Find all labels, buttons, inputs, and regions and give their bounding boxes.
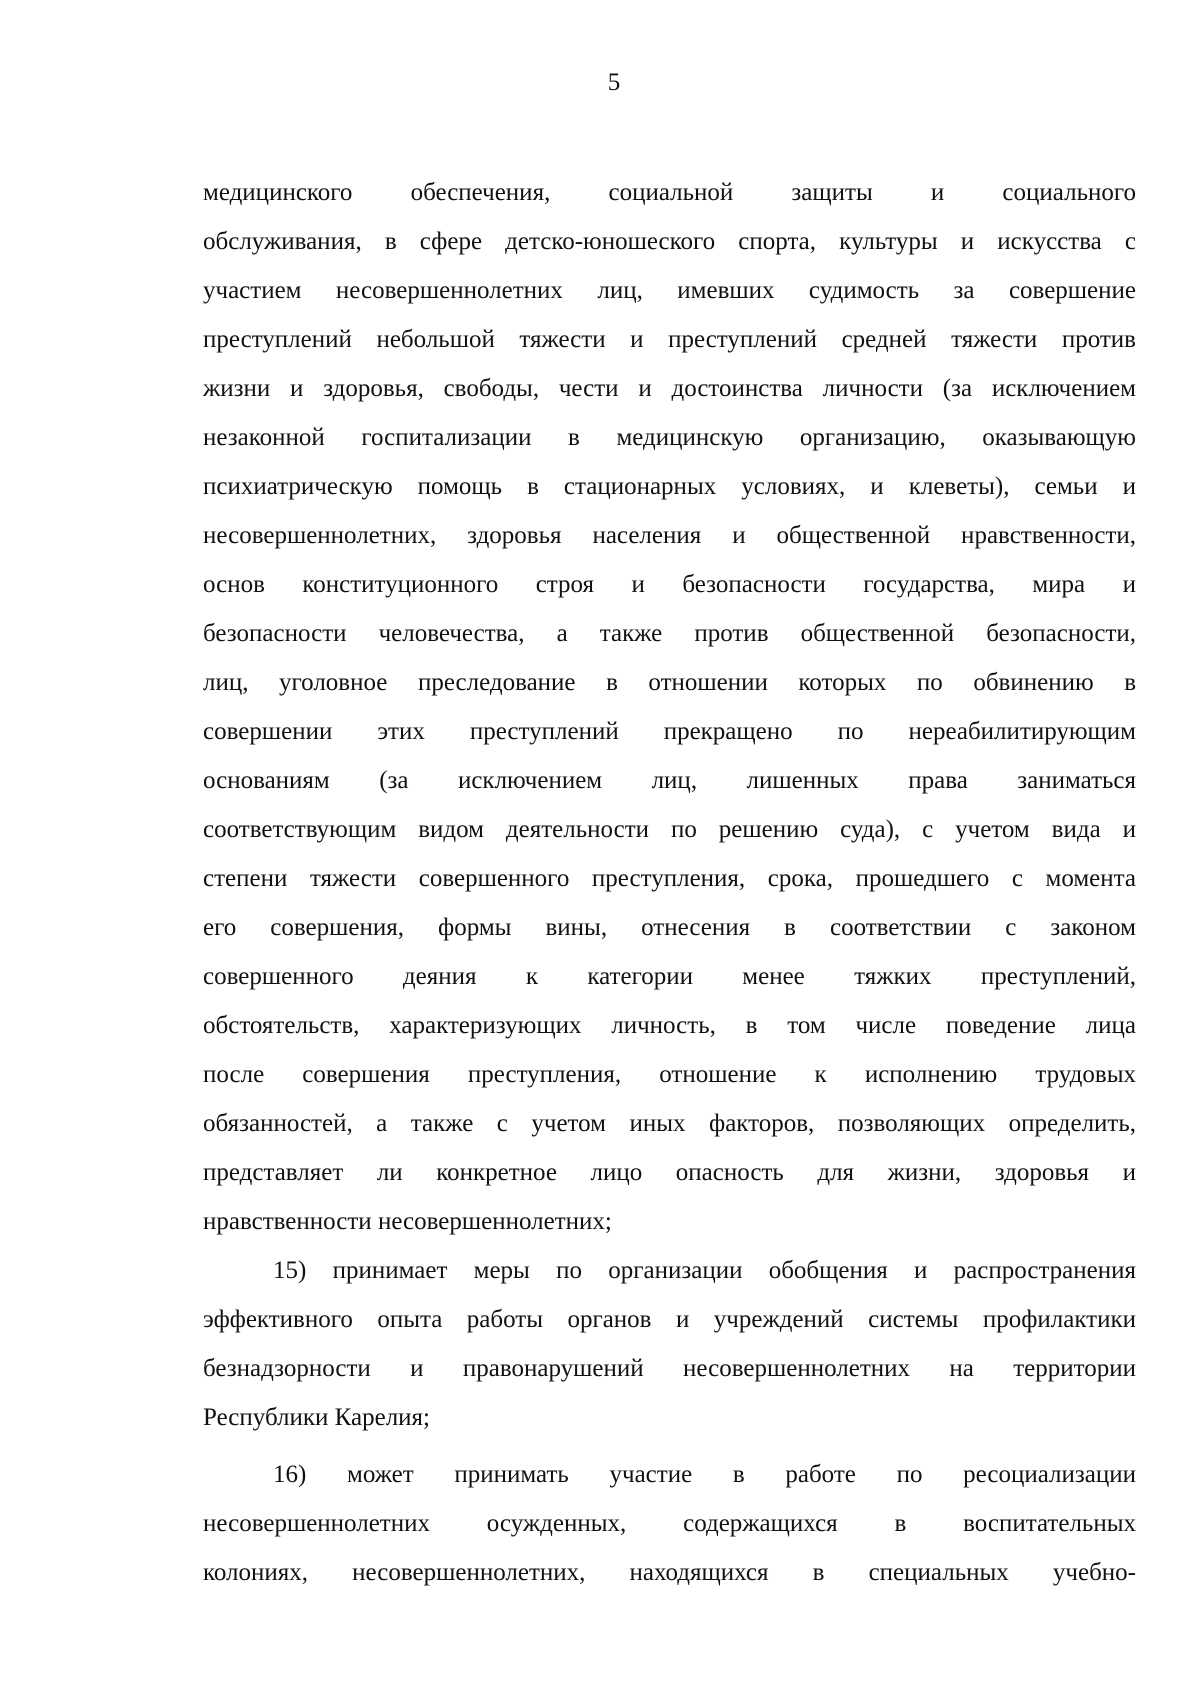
text-line: после совершения преступления, отношение к исполнению трудовых	[203, 1061, 1136, 1088]
text-line: участием несовершеннолетних лиц, имевших судимость за совершение	[203, 277, 1136, 304]
text-line: эффективного опыта работы органов и учреждений системы профилактики	[203, 1306, 1136, 1333]
text-line: совершении этих преступлений прекращено по нереабилитирующим	[203, 718, 1136, 745]
paragraph-continuation	[203, 168, 1136, 1246]
text-line: совершенного деяния к категории менее тяжких преступлений,	[203, 963, 1136, 990]
page-number: 5	[607, 69, 621, 96]
text-line: преступлений небольшой тяжести и преступлений средней тяжести против	[203, 326, 1136, 353]
text-line: основаниям (за исключением лиц, лишенных права заниматься	[203, 767, 1136, 794]
paragraph-gap	[203, 1442, 1136, 1450]
text-line: психиатрическую помощь в стационарных условиях, и клеветы), семьи и	[203, 473, 1136, 500]
text-line: обслуживания, в сфере детско-юношеского спорта, культуры и искусства с	[203, 228, 1136, 255]
text-line: соответствующим видом деятельности по решению суда), с учетом вида и	[203, 816, 1136, 843]
paragraph-item-15	[203, 1246, 1136, 1442]
text-line: основ конституционного строя и безопасности государства, мира и	[203, 571, 1136, 598]
text-line: лиц, уголовное преследование в отношении которых по обвинению в	[203, 669, 1136, 696]
text-line: его совершения, формы вины, отнесения в соответствии с законом	[203, 914, 1136, 941]
document-body	[203, 168, 1136, 1597]
text-line: несовершеннолетних, здоровья населения и общественной нравственности,	[203, 522, 1136, 549]
text-line: медицинского обеспечения, социальной защиты и социального	[203, 179, 1136, 206]
text-line: степени тяжести совершенного преступления, срока, прошедшего с момента	[203, 865, 1136, 892]
text-line: обстоятельств, характеризующих личность, в том числе поведение лица	[203, 1012, 1136, 1039]
text-line: незаконной госпитализации в медицинскую организацию, оказывающую	[203, 424, 1136, 451]
text-line: 16) может принимать участие в работе по ресоциализации	[273, 1461, 1136, 1488]
text-line: представляет ли конкретное лицо опасность для жизни, здоровья и	[203, 1159, 1136, 1186]
text-line: обязанностей, а также с учетом иных факторов, позволяющих определить,	[203, 1110, 1136, 1137]
text-line: колониях, несовершеннолетних, находящихся в специальных учебно-	[203, 1559, 1136, 1586]
text-line: безопасности человечества, а также против общественной безопасности,	[203, 620, 1136, 647]
text-line: жизни и здоровья, свободы, чести и достоинства личности (за исключением	[203, 375, 1136, 402]
text-line: несовершеннолетних осужденных, содержащихся в воспитательных	[203, 1510, 1136, 1537]
text-line: Республики Карелия;	[203, 1404, 431, 1431]
text-line: безнадзорности и правонарушений несовершеннолетних на территории	[203, 1355, 1136, 1382]
text-line: 15) принимает меры по организации обобщения и распространения	[273, 1257, 1136, 1284]
text-line: нравственности несовершеннолетних;	[203, 1208, 612, 1235]
paragraph-item-16	[203, 1450, 1136, 1597]
